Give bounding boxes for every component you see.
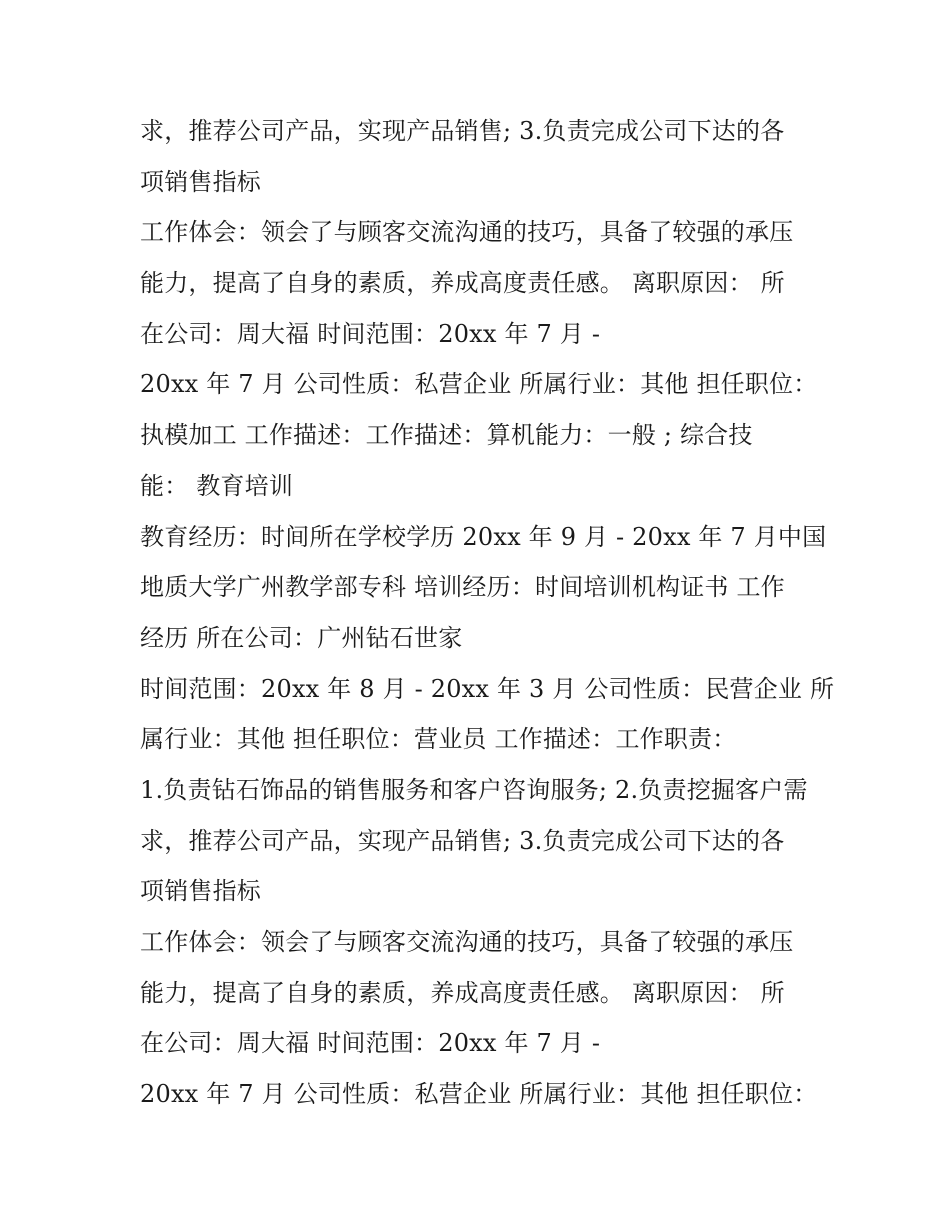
text-line: 经历 所在公司：广州钻石世家 [140,623,463,652]
text-line: 工作体会：领会了与顾客交流沟通的技巧，具备了较强的承压 [140,928,794,956]
text-line: 能： 教育培训 [140,471,294,500]
text-line: 在公司：周大福 时间范围：20xx 年 7 月 - [140,1029,601,1058]
document-body [140,106,835,1120]
text-line: 求，推荐公司产品，实现产品销售; 3.负责完成公司下达的各 [140,826,785,855]
text-line: 地质大学广州教学部专科 培训经历：时间培训机构证书 工作 [140,573,785,602]
text-line: 能力，提高了自身的素质，养成高度责任感。 离职原因： 所 [140,978,785,1007]
text-line: 20xx 年 7 月 公司性质：私营企业 所属行业：其他 担任职位： [140,1080,818,1109]
text-line: 1.负责钻石饰品的销售服务和客户咨询服务; 2.负责挖掘客户需 [140,775,808,804]
text-line: 项销售指标 [140,167,261,196]
text-line: 执模加工 工作描述：工作描述：算机能力：一般 ; 综合技 [140,421,753,450]
text-line: 属行业：其他 担任职位：营业员 工作描述：工作职责： [140,725,737,754]
text-line: 能力，提高了自身的素质，养成高度责任感。 离职原因： 所 [140,269,785,298]
text-line: 20xx 年 7 月 公司性质：私营企业 所属行业：其他 担任职位： [140,370,818,399]
text-line: 在公司：周大福 时间范围：20xx 年 7 月 - [140,319,601,348]
text-line: 工作体会：领会了与顾客交流沟通的技巧，具备了较强的承压 [140,218,794,247]
text-line: 求，推荐公司产品，实现产品销售; 3.负责完成公司下达的各 [140,117,785,145]
text-line: 教育经历：时间所在学校学历 20xx 年 9 月 - 20xx 年 7 月中国 [140,522,827,551]
text-line: 项销售指标 [140,877,261,906]
text-line: 时间范围：20xx 年 8 月 - 20xx 年 3 月 公司性质：民营企业 所 [140,674,835,703]
